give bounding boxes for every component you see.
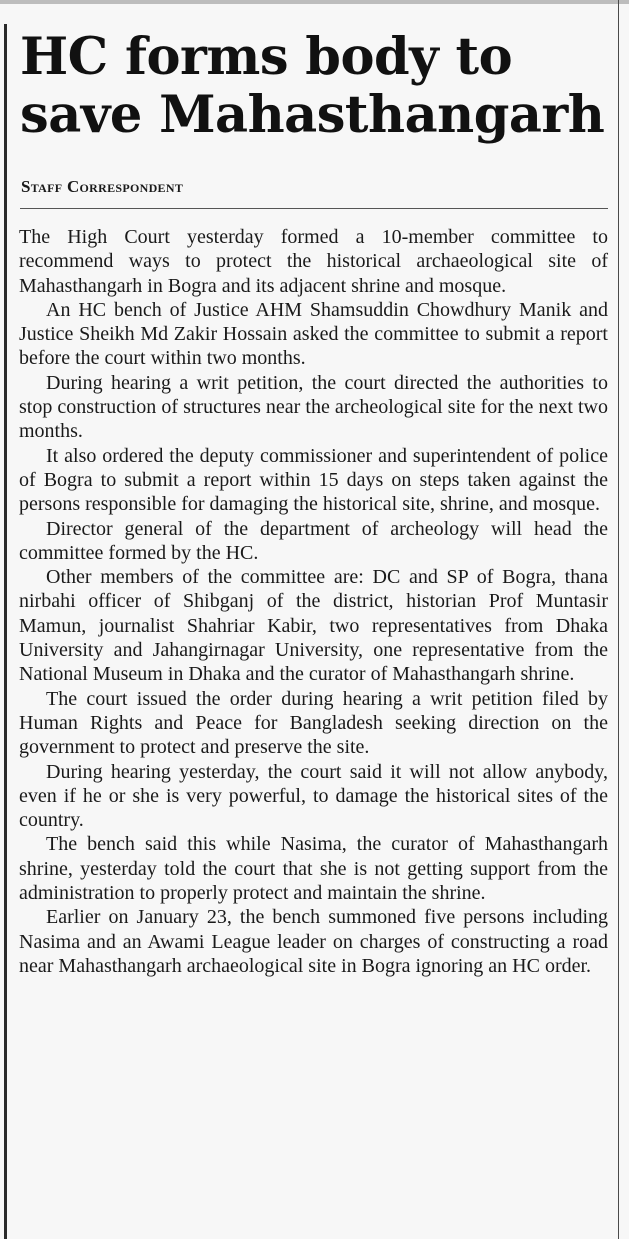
paragraph: Director general of the department of archeology will head the committee formed by the HC. [19, 517, 608, 564]
top-border [0, 0, 629, 4]
headline: HC forms body to save Mahasthangarh [20, 27, 605, 145]
byline: Staff Correspondent [21, 177, 184, 196]
column-rule-left [4, 24, 7, 1239]
paragraph: During hearing yesterday, the court said it will not allow anybody, even if he or she is very powerful, to damage the historical sites of the country. [19, 760, 608, 832]
paragraph: An HC bench of Justice AHM Shamsuddin Chowdhury Manik and Justice Sheikh Md Zakir Hossain asked the committee to submit a report before the court within two months. [19, 298, 608, 370]
paragraph: The bench said this while Nasima, the curator of Mahasthangarh shrine, yesterday told the court that she is not getting support from the administration to properly protect and maintain the shrine. [19, 833, 608, 905]
column-rule-right [618, 0, 619, 1239]
byline-divider [20, 208, 608, 209]
paragraph: It also ordered the deputy commissioner and superintendent of police of Bogra to submit a report within 15 days on steps taken against the persons responsible for damaging the historical site, shrine, and mosque. [19, 444, 608, 516]
article-body [19, 225, 608, 978]
paragraph: During hearing a writ petition, the court directed the authorities to stop construction of structures near the archeological site for the next two months. [19, 371, 608, 443]
paragraph: Earlier on January 23, the bench summoned five persons including Nasima and an Awami League leader on charges of constructing a road near Mahasthangarh archaeological site in Bogra ignoring an HC order. [19, 906, 608, 977]
paragraph: The High Court yesterday formed a 10-member committee to recommend ways to protect the historical archaeological site of Mahasthangarh in Bogra and its adjacent shrine and mosque. [19, 226, 608, 297]
paragraph: Other members of the committee are: DC and SP of Bogra, thana nirbahi officer of Shibganj of the district, historian Prof Muntasir Mamun, journalist Shahriar Kabir, two representatives from Dhaka University and Jahangirnagar University, one representative from the National Museum in Dhaka and the curator of Mahasthangarh shrine. [19, 566, 608, 686]
paragraph: The court issued the order during hearing a writ petition filed by Human Rights and Peace for Bangladesh seeking direction on the government to protect and preserve the site. [19, 687, 608, 759]
